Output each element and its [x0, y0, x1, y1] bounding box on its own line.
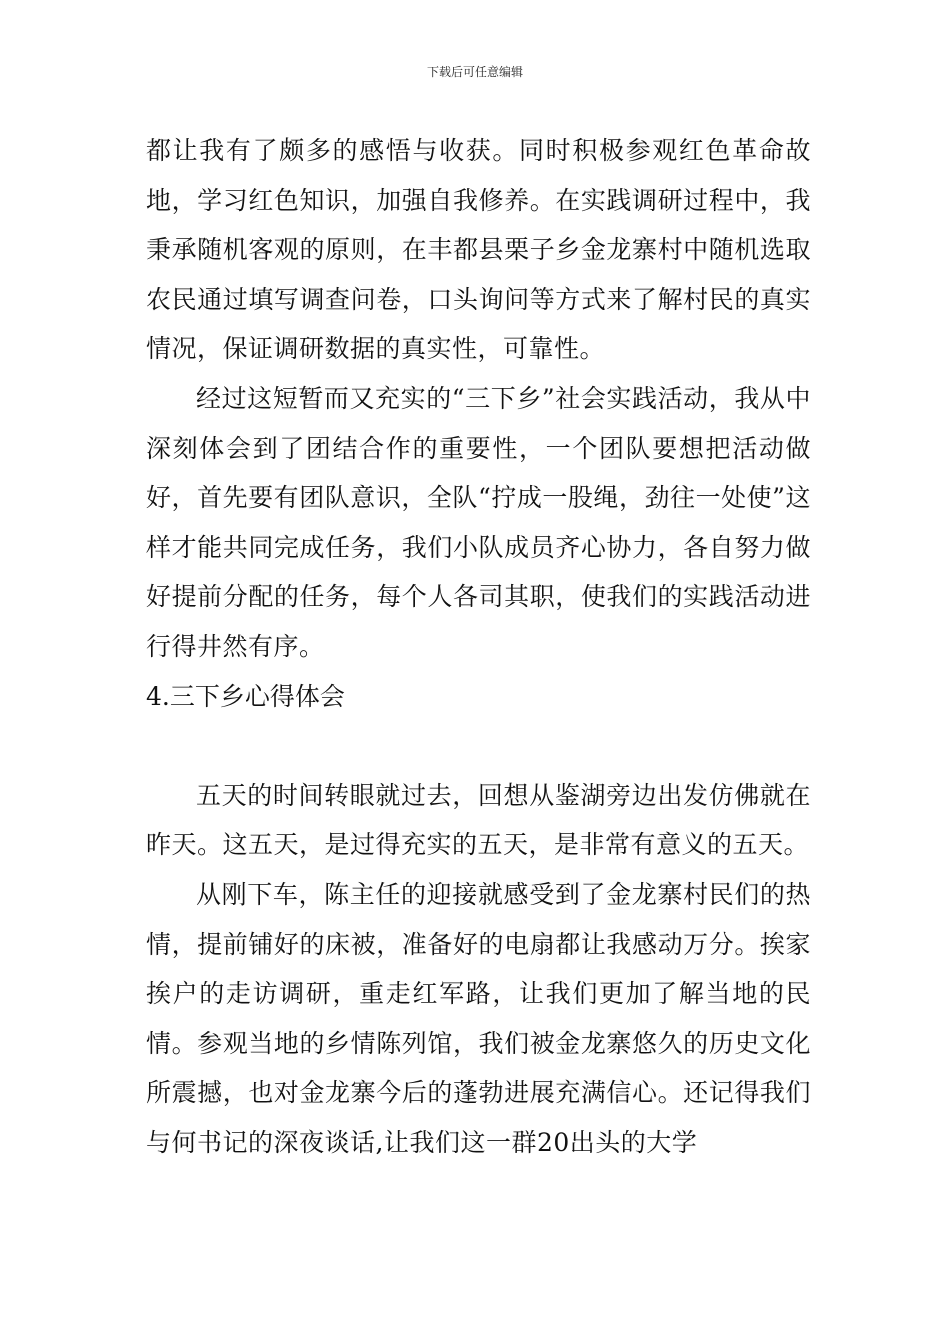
paragraph-village-experience: 从刚下车，陈主任的迎接就感受到了金龙寨村民们的热情，提前铺好的床被，准备好的电扇都让我感动万分。挨家挨户的走访调研，重走红军路，让我们更加了解当地的民情。参观当地的乡情陈列馆，我们被金龙寨悠久的历史文化所震撼，也对金龙寨今后的蓬勃进展充满信心。还记得我们与何书记的深夜谈话,让我们这一群20出头的大学	[146, 879, 811, 1157]
paragraph-reflection-continued: 都让我有了颇多的感悟与收获。同时积极参观红色革命故地，学习红色知识，加强自我修养。在实践调研过程中，我秉承随机客观的原则，在丰都县栗子乡金龙寨村中随机选取农民通过填写调查问卷，口头询问等方式来了解村民的真实情况，保证调研数据的真实性，可靠性。	[146, 136, 811, 364]
section-heading: 4.三下乡心得体会	[146, 681, 345, 711]
page-header: 下载后可任意编辑	[426, 65, 523, 79]
paragraph-five-days: 五天的时间转眼就过去，回想从鉴湖旁边出发仿佛就在昨天。这五天，是过得充实的五天，是非常有意义的五天。	[146, 780, 811, 860]
paragraph-teamwork: 经过这短暂而又充实的“三下乡”社会实践活动，我从中深刻体会到了团结合作的重要性，一个团队要想把活动做好，首先要有团队意识，全队“拧成一股绳，劲往一处使”这样才能共同完成任务，我们小队成员齐心协力，各自努力做好提前分配的任务，每个人各司其职，使我们的实践活动进行得井然有序。	[146, 383, 811, 661]
blank-line	[146, 721, 811, 771]
document-body	[146, 126, 811, 1167]
